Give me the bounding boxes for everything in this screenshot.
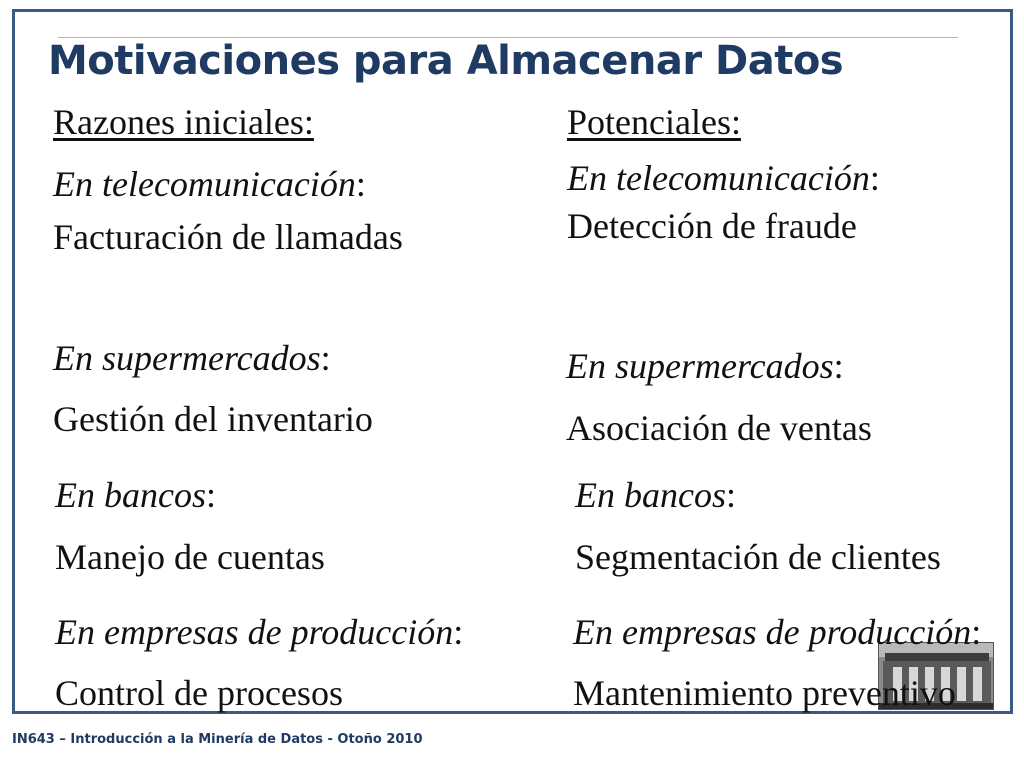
colon: :	[869, 158, 880, 198]
left-category-supermarkets	[53, 340, 331, 376]
category-label: En empresas de producción	[573, 612, 972, 652]
left-example-telecom: Facturación de llamadas	[53, 217, 403, 257]
category-label: En empresas de producción	[55, 612, 454, 652]
right-category-banks	[575, 477, 736, 513]
category-label: En telecomunicación	[53, 164, 356, 204]
left-category-production	[55, 614, 463, 650]
left-heading: Razones iniciales:	[53, 102, 314, 142]
right-example-telecom: Detección de fraude	[567, 206, 857, 246]
category-label: En telecomunicación	[567, 158, 870, 198]
category-label: En bancos	[575, 475, 726, 515]
left-example-production: Control de procesos	[55, 673, 343, 713]
colon: :	[355, 164, 366, 204]
right-category-telecom	[567, 160, 880, 196]
right-heading: Potenciales:	[567, 102, 741, 142]
category-label: En bancos	[55, 475, 206, 515]
category-label: En supermercados	[53, 338, 321, 378]
right-example-production: Mantenimiento preventivo	[573, 673, 956, 713]
colon: :	[320, 338, 331, 378]
colon: :	[205, 475, 216, 515]
colon: :	[725, 475, 736, 515]
left-example-supermarkets: Gestión del inventario	[53, 399, 373, 439]
slide-footer: IN643 – Introducción a la Minería de Datos - Otoño 2010	[12, 732, 423, 747]
left-category-telecom	[53, 166, 366, 202]
colon: :	[971, 612, 982, 652]
left-category-banks	[55, 477, 216, 513]
right-category-supermarkets	[566, 348, 844, 384]
colon: :	[453, 612, 464, 652]
right-example-banks: Segmentación de clientes	[575, 537, 941, 577]
colon: :	[833, 346, 844, 386]
category-label: En supermercados	[566, 346, 834, 386]
slide-title: Motivaciones para Almacenar Datos	[48, 38, 844, 84]
right-category-production	[573, 614, 981, 650]
right-example-supermarkets: Asociación de ventas	[566, 408, 872, 448]
left-example-banks: Manejo de cuentas	[55, 537, 325, 577]
